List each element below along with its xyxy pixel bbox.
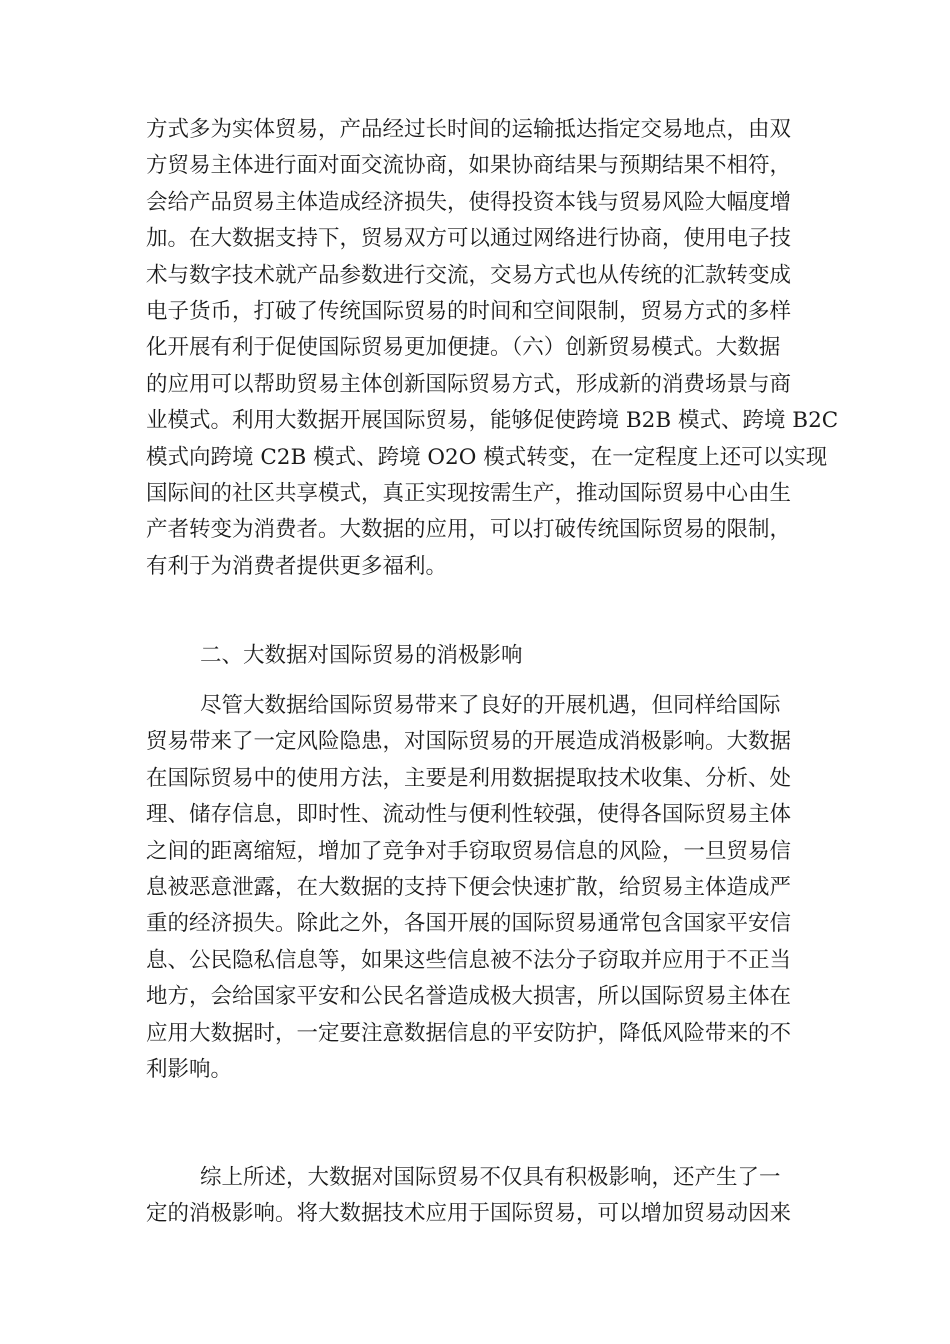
text-line: 的应用可以帮助贸易主体创新国际贸易方式，形成新的消费场景与商	[146, 371, 792, 397]
text-line: 国际间的社区共享模式，真正实现按需生产，推动国际贸易中心由生	[146, 480, 792, 506]
text-line: 方贸易主体进行面对面交流协商，如果协商结果与预期结果不相符，	[146, 153, 792, 179]
text-line: 之间的距离缩短，增加了竞争对手窃取贸易信息的风险，一旦贸易信	[146, 838, 792, 864]
section-heading	[146, 638, 806, 674]
text-line: 息被恶意泄露，在大数据的支持下便会快速扩散，给贸易主体造成严	[146, 874, 792, 900]
text-line: 模式向跨境 C2B 模式、跨境 O2O 模式转变，在一定程度上还可以实现	[146, 444, 828, 470]
text-line: 贸易带来了一定风险隐患，对国际贸易的开展造成消极影响。大数据	[146, 729, 792, 755]
text-line: 术与数字技术就产品参数进行交流，交易方式也从传统的汇款转变成	[146, 262, 792, 288]
text-line: 利影响。	[146, 1056, 233, 1082]
text-line: 在国际贸易中的使用方法，主要是利用数据提取技术收集、分析、处	[146, 765, 792, 791]
text-line: 理、储存信息，即时性、流动性与便利性较强，使得各国际贸易主体	[146, 802, 792, 828]
text-line: 息、公民隐私信息等，如果这些信息被不法分子窃取并应用于不正当	[146, 947, 792, 973]
text-line: 电子货币，打破了传统国际贸易的时间和空间限制，贸易方式的多样	[146, 298, 792, 324]
paragraph-conclusion	[146, 1160, 806, 1233]
text-line: 方式多为实体贸易，产品经过长时间的运输抵达指定交易地点，由双	[146, 117, 792, 142]
text-line: 应用大数据时，一定要注意数据信息的平安防护，降低风险带来的不	[146, 1020, 792, 1046]
text-line: 定的消极影响。将大数据技术应用于国际贸易，可以增加贸易动因来	[146, 1201, 792, 1227]
section-heading-text: 二、大数据对国际贸易的消极影响	[200, 643, 523, 668]
text-line: 会给产品贸易主体造成经济损失，使得投资本钱与贸易风险大幅度增	[146, 189, 792, 215]
text-line: 产者转变为消费者。大数据的应用，可以打破传统国际贸易的限制，	[146, 517, 792, 543]
text-line: 重的经济损失。除此之外，各国开展的国际贸易通常包含国家平安信	[146, 911, 792, 937]
text-line: 业模式。利用大数据开展国际贸易，能够促使跨境 B2B 模式、跨境 B2C	[146, 408, 839, 434]
text-line: 尽管大数据给国际贸易带来了良好的开展机遇，但同样给国际	[200, 693, 781, 718]
text-line: 加。在大数据支持下，贸易双方可以通过网络进行协商，使用电子技	[146, 226, 792, 252]
paragraph-negative-impact	[146, 688, 806, 1088]
text-line: 有利于为消费者提供更多福利。	[146, 553, 448, 579]
text-line: 综上所述，大数据对国际贸易不仅具有积极影响，还产生了一	[200, 1165, 781, 1190]
text-line: 地方，会给国家平安和公民名誉造成极大损害，所以国际贸易主体在	[146, 984, 792, 1010]
paragraph-trade-modes	[146, 112, 839, 585]
text-line: 化开展有利于促使国际贸易更加便捷。（六）创新贸易模式。大数据	[146, 335, 781, 361]
